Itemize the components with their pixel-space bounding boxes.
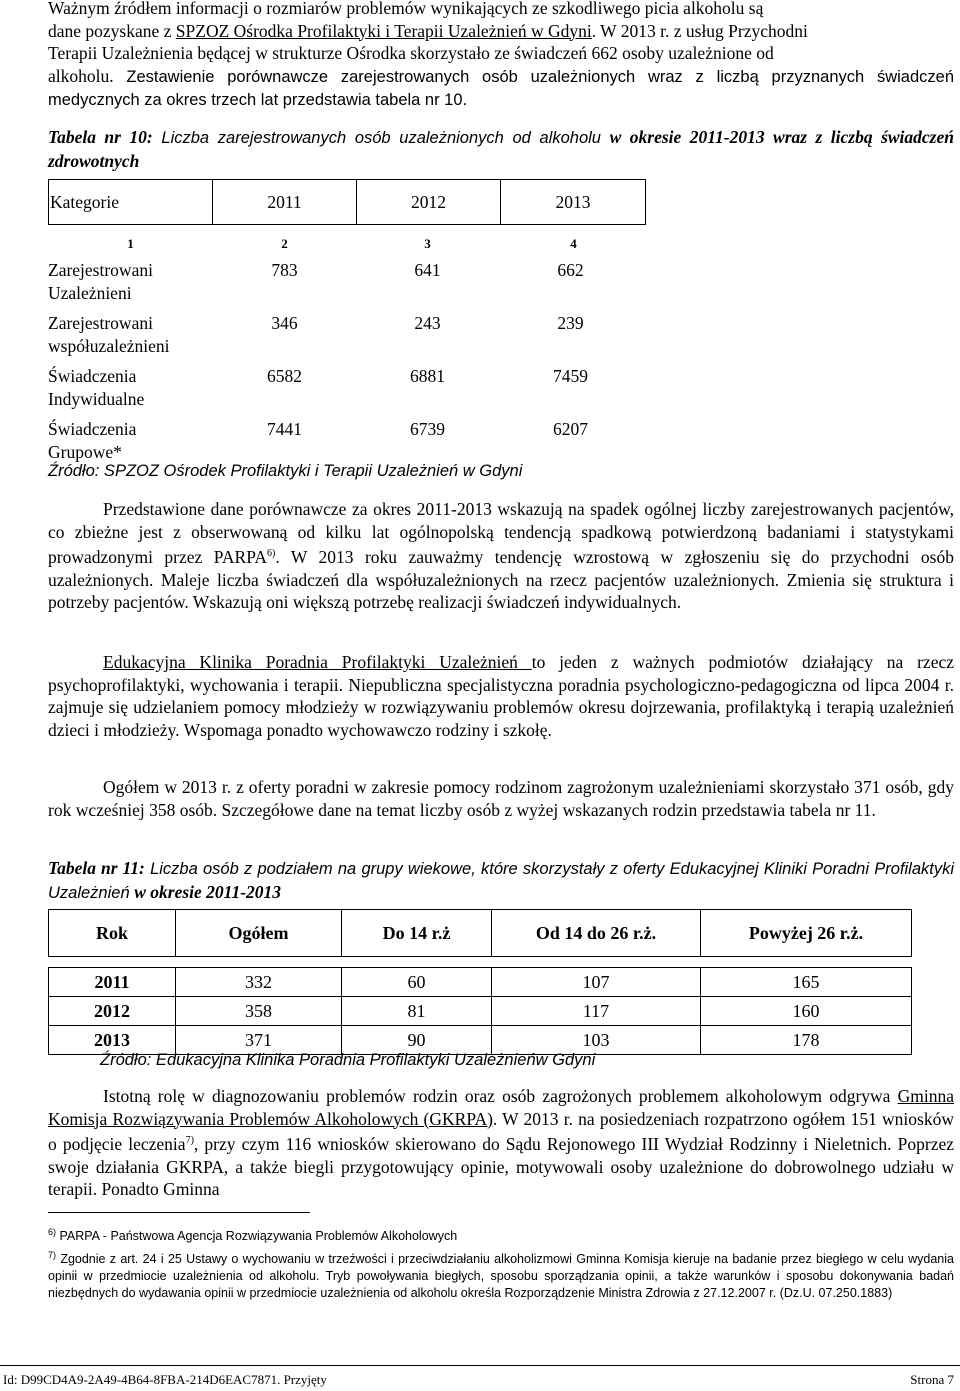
table11-header-row	[49, 910, 912, 957]
table11-cell: 107	[492, 968, 701, 997]
footer-separator	[0, 1365, 960, 1366]
table10-cell: 783	[271, 260, 298, 280]
table11-cell: 178	[701, 1026, 912, 1055]
table10-row	[48, 418, 648, 463]
table10-header-cell: Kategorie	[49, 180, 213, 224]
table10-cell: 239	[557, 313, 584, 333]
table10-row-label: Świadczenia	[48, 366, 137, 386]
table-row	[49, 968, 912, 997]
table10-column-numbers	[48, 236, 648, 252]
table11-cell: 371	[176, 1026, 342, 1055]
table11-header-cell: Powyżej 26 r.ż.	[701, 910, 912, 957]
footnote-6: $^{6)}$ PARPA - Państwowa Agencja Rozwiązywania Problemów Alkoholowych	[48, 1227, 458, 1244]
table11-header-cell: Od 14 do 26 r.ż.	[492, 910, 701, 957]
footnote-ref-6: 6)	[266, 548, 276, 560]
table10-row-label: Uzależnieni	[48, 282, 132, 303]
table10-col-number: 4	[570, 236, 577, 251]
table10-cell: 641	[414, 260, 441, 280]
intro-line-2b: . W 2013 r. z usług Przychodni	[591, 20, 808, 41]
table10-cell: 7441	[267, 419, 302, 439]
table11-cell: 103	[492, 1026, 701, 1055]
table10-row	[48, 312, 648, 357]
table10-caption	[48, 126, 954, 173]
table10-row-label: Świadczenia	[48, 419, 137, 439]
table11-caption-text: Liczba osób z podziałem na grupy wiekowe, które skorzystały z oferty Edukacyjnej Kliniki Poradni Profilaktyki Uzależnień	[48, 860, 954, 902]
table10-col-number: 1	[127, 236, 134, 251]
intro-line-4: alkoholu.	[48, 65, 114, 86]
table11-source: Źródło: Edukacyjna Klinika Poradnia Profilaktyki Uzależnieńw Gdyni	[100, 1051, 596, 1069]
table11-header-cell: Rok	[49, 910, 176, 957]
table11	[48, 909, 912, 1055]
table10-row	[48, 365, 648, 410]
table11-cell: 81	[342, 997, 492, 1026]
table10-cell: 346	[271, 313, 298, 333]
summary-paragraph: Ogółem w 2013 r. z oferty poradni w zakresie pomocy rodzinom zagrożonym uzależnieniami skorzystało 371 osób, gdy rok wcześniej 358 osób. Szczegółowe dane na temat liczby osób z wyżej wskazanych rodzin przedstawia tabela nr 11.	[48, 777, 954, 820]
table10-caption-bold: w okresie 2011-2013 wraz z liczbą świadczeń zdrowotnych	[48, 127, 954, 171]
table11-header-cell: Ogółem	[176, 910, 342, 957]
table10-cell: 6739	[410, 419, 445, 439]
table11-year-cell: 2013	[49, 1026, 176, 1055]
table11-caption-bold: w okresie 2011-2013	[134, 881, 282, 902]
table11-cell: 60	[342, 968, 492, 997]
spzoz-link[interactable]: SPZOZ Ośrodka Profilaktyki i Terapii Uzależnień w Gdyni	[175, 20, 592, 41]
table11-cell: 165	[701, 968, 912, 997]
table10-caption-text: Liczba zarejestrowanych osób uzależnionych od alkoholu	[152, 129, 610, 147]
intro-line-4-sans: Zestawienie porównawcze zarejestrowanych osób uzależnionych wraz z liczbą przyznanych świadczeń medycznych za okres trzech lat przedstawia tabela nr 10.	[48, 67, 954, 110]
table11-header-cell: Do 14 r.ż	[342, 910, 492, 957]
table10-cell: 6881	[410, 366, 445, 386]
table10-header-cell: 2012	[357, 180, 501, 224]
table11-cell: 160	[701, 997, 912, 1026]
intro-line-1: Ważnym źródłem informacji o rozmiarów problemów wynikających ze szkodliwego picia alkoholu są	[48, 0, 764, 18]
gkrpa-link[interactable]: Gminna Komisja Rozwiązywania Problemów Alkoholowych (GKRPA)	[48, 1086, 954, 1129]
table10-row-label: współuzależnieni	[48, 335, 170, 356]
document-id: Id: D99CD4A9-2A49-4B64-8FBA-214D6EAC7871. Przyjęty	[3, 1372, 327, 1387]
table10-cell: 6582	[267, 366, 302, 386]
table11-year-cell: 2012	[49, 997, 176, 1026]
clinic-link[interactable]: Edukacyjna Klinika Poradnia Profilaktyki Uzależnień	[103, 652, 532, 672]
intro-paragraph	[48, 0, 954, 112]
table10-col-number: 2	[281, 236, 288, 251]
table10-caption-prefix: Tabela nr 10:	[48, 127, 153, 147]
table11-caption-prefix: Tabela nr 11:	[48, 858, 145, 878]
table11-year-cell: 2011	[49, 968, 176, 997]
footnote-separator	[48, 1212, 310, 1213]
table11-cell: 117	[492, 997, 701, 1026]
page-number: Strona 7	[910, 1372, 954, 1387]
table10-source: Źródło: SPZOZ Ośrodek Profilaktyki i Terapii Uzależnień w Gdyni	[48, 462, 523, 480]
intro-line-2a: dane pozyskane z	[48, 20, 176, 41]
table10-cell: 6207	[553, 419, 588, 439]
table10-row-label: Indywidualne	[48, 388, 145, 409]
table11-caption	[48, 857, 954, 904]
table10-row	[48, 259, 648, 304]
footnote-7: $^{7)}$ Zgodnie z art. 24 i 25 Ustawy o wychowaniu w trzeźwości i przeciwdziałaniu alkoholizmowi Gminna Komisja kieruje na badanie przez biegłego w celu wydania opinii w przedmiocie uzależnienia od alkoholu. Tryb powoływania biegłych, sposobu sporządzania opinii, a także warunków i sposobu dokonywania badań niezbędnych do wydawania opinii w przedmiocie uzależnienia od alkoholu określa Rozporządzenie Ministra Zdrowia z 27.12.2007 r. (Dz.U. 07.250.1883)	[48, 1250, 954, 1301]
table10-header-cell: 2011	[213, 180, 357, 224]
table11-cell: 358	[176, 997, 342, 1026]
analysis-paragraph: Przedstawione dane porównawcze za okres 2011-2013 wskazują na spadek ogólnej liczby zarejestrowanych pacjentów, co zbieżne jest z obserwowaną od kilku lat ogólnopolską tendencją spadkową potwierdzoną badaniami i statystykami prowadzonymi przez PARPA$^{6)}$. W 2013 roku zauważmy tendencję wzrostową w zgłoszeniu się do przychodni osób uzależnionych. Maleje liczba świadczeń dla współuzależnionych na rzecz pacjentów uzależnionych. Zmienia się struktura i potrzeby pacjentów. Wskazują oni większą potrzebę realizacji świadczeń indywidualnych.	[48, 499, 954, 613]
table11-cell: 332	[176, 968, 342, 997]
table10-cell: 662	[557, 260, 584, 280]
table10-col-number: 3	[424, 236, 431, 251]
clinic-paragraph: Edukacyjna Klinika Poradnia Profilaktyki Uzależnień to jeden z ważnych podmiotów działający na rzecz psychoprofilaktyki, wychowania i terapii. Niepubliczna specjalistyczna poradnia psychologiczno-pedagogiczna od lipca 2004 r. zajmuje się udzielaniem pomocy młodzieży w rozwiązywaniu problemów okresu dojrzewania, profilaktyką i terapią uzależnień dzieci i młodzieży. Wspomaga ponadto wychowawczo rodziny i szkołę.	[48, 652, 954, 740]
table10-cell: 243	[414, 313, 441, 333]
table10-row-label: Zarejestrowani	[48, 260, 153, 280]
table-row	[49, 997, 912, 1026]
table10-row-label: Grupowe*	[48, 441, 122, 462]
table10-row-label: Zarejestrowani	[48, 313, 153, 333]
gkrpa-paragraph: Istotną rolę w diagnozowaniu problemów rodzin oraz osób zagrożonych problemem alkoholowym odgrywa Gminna Komisja Rozwiązywania Problemów Alkoholowych (GKRPA). W 2013 r. na posiedzeniach rozpatrzono ogółem 151 wniosków o podjęcie leczenia$^{7)}$, przy czym 116 wniosków skierowano do Sądu Rejonowego III Wydział Rodzinny i Nieletnich. Poprzez swoje działania GKRPA, a także biegli przygotowujący opinie, motywowali osoby uzależnione do dobrowolnego udziału w terapii. Ponadto Gminna	[48, 1086, 954, 1200]
intro-line-3: Terapii Uzależnienia będącej w strukturze Ośrodka skorzystało ze świadczeń 662 osoby uzależnione od	[48, 43, 774, 64]
footnote-ref-7: 7)	[185, 1135, 194, 1147]
table10-cell: 7459	[553, 366, 588, 386]
table10-header	[48, 179, 646, 225]
table10-header-cell: 2013	[555, 191, 591, 212]
table11-cell: 90	[342, 1026, 492, 1055]
